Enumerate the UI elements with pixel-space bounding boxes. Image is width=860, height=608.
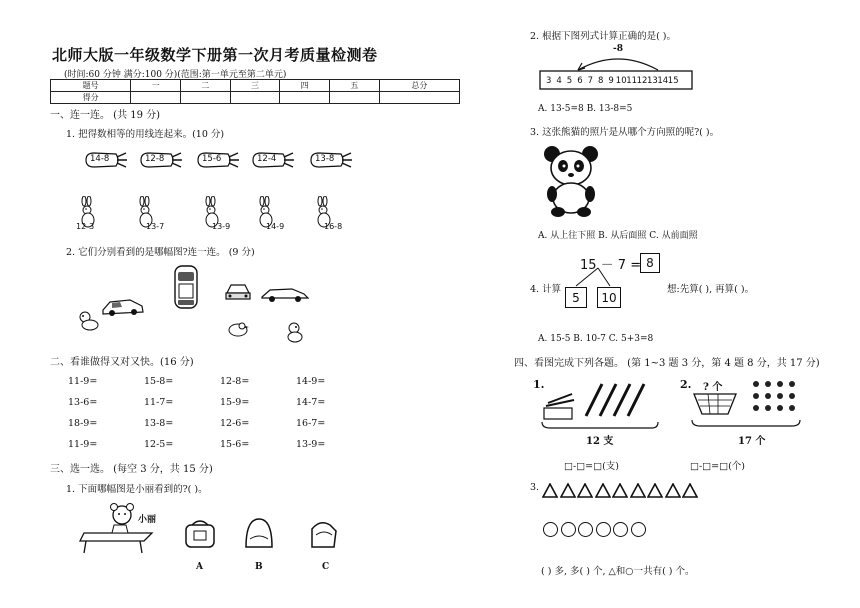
option-b-label: B bbox=[255, 562, 263, 572]
arithmetic-problem[interactable]: 11-9= bbox=[68, 376, 98, 387]
carrot-card[interactable] bbox=[251, 152, 291, 166]
triangle-icon bbox=[577, 483, 593, 498]
exam-info: (时间:60 分钟 满分:100 分)(范围:第一单元至第二单元) bbox=[64, 70, 287, 80]
carrot-expression: 13-8 bbox=[315, 154, 335, 164]
problem-3-number: 3. bbox=[530, 482, 540, 493]
puppy-icon bbox=[76, 310, 100, 332]
score-input-cell[interactable] bbox=[131, 92, 181, 104]
q4-result-box: 8 bbox=[640, 253, 660, 273]
arithmetic-problem[interactable]: 13-6= bbox=[68, 397, 98, 408]
carrot-card[interactable] bbox=[84, 152, 124, 166]
girl-at-table-icon bbox=[78, 503, 162, 555]
number-line-tick: 8 bbox=[598, 76, 604, 86]
problem-1-formula: □-□=□(支) bbox=[564, 461, 620, 472]
arithmetic-problem[interactable]: 12-5= bbox=[144, 439, 174, 450]
problem-2-formula: □-□=□(个) bbox=[690, 461, 746, 472]
q2-options: A. 13-5=8 B. 13-8=5 bbox=[538, 104, 633, 114]
section-3-heading: 三、选一选。 (每空 3 分，共 15 分) bbox=[50, 464, 213, 475]
q4-split-box-1: 5 bbox=[565, 287, 587, 308]
section-2-heading: 二、看谁做得又对又快。(16 分) bbox=[50, 357, 194, 368]
triangle-icon bbox=[560, 483, 576, 498]
problem-2-total: 17 个 bbox=[738, 436, 766, 447]
car-angled-view-icon bbox=[100, 296, 146, 318]
number-line-tick: 6 bbox=[577, 76, 583, 86]
score-input-cell[interactable] bbox=[330, 92, 380, 104]
score-cell: 四 bbox=[280, 80, 330, 92]
carrot-expression: 15-6 bbox=[202, 154, 222, 164]
car-side-view-icon bbox=[260, 285, 310, 303]
number-line bbox=[538, 50, 698, 94]
score-cell: 总分 bbox=[379, 80, 459, 92]
triangle-shape bbox=[595, 483, 611, 501]
basket-picture bbox=[688, 376, 808, 432]
score-input-cell[interactable] bbox=[379, 92, 459, 104]
number-line-tick: 7 bbox=[587, 76, 594, 86]
q4-think-text: 想:先算( ), 再算( )。 bbox=[667, 284, 755, 295]
chick-icon bbox=[226, 320, 250, 338]
pencils-picture bbox=[540, 378, 662, 430]
score-table-score-row bbox=[51, 92, 460, 104]
rabbit-card[interactable] bbox=[250, 196, 285, 231]
number-line-tick: 10 bbox=[615, 76, 627, 86]
triangle-icon bbox=[542, 483, 558, 498]
q4-expression: 15 － 7 = bbox=[580, 258, 642, 273]
section-3-question-1: 1. 下面哪幅图是小丽看到的?( )。 bbox=[66, 484, 208, 495]
section-3-question-2: 2. 根据下图列式计算正确的是( )。 bbox=[530, 31, 677, 42]
bag-front-icon bbox=[182, 517, 218, 551]
triangle-icon bbox=[665, 483, 681, 498]
number-line-tick: 15 bbox=[667, 76, 679, 86]
girl-label: 小丽 bbox=[138, 515, 157, 525]
option-c-label: C bbox=[322, 562, 330, 572]
score-cell: 题号 bbox=[51, 80, 131, 92]
triangle-shape bbox=[682, 483, 698, 501]
number-line-tick: 13 bbox=[647, 76, 658, 86]
problem-1-total: 12 支 bbox=[586, 436, 614, 447]
carrot-expression: 12-4 bbox=[257, 154, 277, 164]
section-1-question-1: 1. 把得数相等的用线连起来。(10 分) bbox=[66, 129, 225, 140]
problem-2-question: ? 个 bbox=[703, 382, 723, 393]
rabbit-card[interactable] bbox=[308, 196, 343, 231]
car-front-view-icon bbox=[224, 281, 252, 301]
number-line-tick: 9 bbox=[608, 76, 614, 86]
number-line-tick: 12 bbox=[636, 76, 648, 86]
score-input-cell[interactable] bbox=[180, 92, 230, 104]
carrot-card[interactable] bbox=[139, 152, 179, 166]
arithmetic-problem[interactable]: 12-6= bbox=[220, 418, 250, 429]
arc-label: -8 bbox=[613, 44, 623, 54]
number-line-tick: 14 bbox=[657, 76, 669, 86]
score-input-cell[interactable] bbox=[280, 92, 330, 104]
carrot-expression: 14-8 bbox=[90, 154, 110, 164]
score-cell: 五 bbox=[330, 80, 380, 92]
arithmetic-problem[interactable]: 16-7= bbox=[296, 418, 326, 429]
number-line-tick: 3 bbox=[546, 76, 552, 86]
rabbit-card[interactable] bbox=[72, 196, 100, 231]
arithmetic-problem[interactable]: 14-9= bbox=[296, 376, 326, 387]
triangle-shape bbox=[647, 483, 663, 501]
puppy-icon bbox=[284, 322, 306, 344]
arithmetic-problem[interactable]: 11-7= bbox=[144, 397, 174, 408]
triangle-icon bbox=[595, 483, 611, 498]
q4-prefix: 4. 计算 bbox=[530, 284, 562, 295]
score-cell: 得分 bbox=[51, 92, 131, 104]
arithmetic-problem[interactable]: 12-8= bbox=[220, 376, 250, 387]
number-line-tick: 5 bbox=[566, 76, 573, 86]
score-input-cell[interactable] bbox=[230, 92, 280, 104]
section-1-heading: 一、连一连。 (共 19 分) bbox=[50, 110, 161, 121]
car-top-view-icon bbox=[170, 264, 202, 310]
rabbit-card[interactable] bbox=[196, 196, 231, 231]
triangle-shape bbox=[630, 483, 646, 501]
rabbit-expression: 16-8 bbox=[324, 222, 343, 231]
triangle-icon bbox=[647, 483, 663, 498]
score-table bbox=[50, 79, 460, 104]
panda-icon bbox=[540, 144, 602, 218]
bag-side-icon bbox=[306, 517, 340, 551]
rabbit-expression: 12-3 bbox=[76, 222, 95, 231]
rabbit-expression: 14-9 bbox=[266, 222, 285, 231]
circle-shape bbox=[543, 522, 558, 537]
rabbit-expression: 13-9 bbox=[212, 222, 231, 231]
arithmetic-problem[interactable]: 13-8= bbox=[144, 418, 174, 429]
circle-shape bbox=[596, 522, 611, 537]
section-1-question-2: 2. 它们分别看到的是哪幅图?连一连。 (9 分) bbox=[66, 247, 255, 258]
triangle-shape bbox=[577, 483, 593, 501]
triangle-shape bbox=[560, 483, 576, 501]
score-table-header-row bbox=[51, 80, 460, 92]
section-3-question-3: 3. 这张熊猫的照片是从哪个方向照的呢?( )。 bbox=[530, 127, 720, 138]
triangle-shape bbox=[665, 483, 681, 501]
triangle-icon bbox=[630, 483, 646, 498]
circle-shape bbox=[613, 522, 628, 537]
q4-options: A. 15-5 B. 10-7 C. 5+3=8 bbox=[538, 334, 654, 344]
arithmetic-problem[interactable]: 15-6= bbox=[220, 439, 250, 450]
triangle-shape bbox=[542, 483, 558, 501]
number-line-tick: 11 bbox=[626, 76, 638, 86]
number-line-tick: 4 bbox=[556, 76, 562, 86]
arithmetic-problem[interactable]: 18-9= bbox=[68, 418, 98, 429]
q3-options: A. 从上往下照 B. 从后面照 C. 从前面照 bbox=[538, 231, 698, 241]
arithmetic-problem[interactable]: 15-8= bbox=[144, 376, 174, 387]
bag-back-icon bbox=[242, 515, 276, 551]
arithmetic-problem[interactable]: 14-7= bbox=[296, 397, 326, 408]
circle-shape bbox=[631, 522, 646, 537]
arithmetic-problem[interactable]: 15-9= bbox=[220, 397, 250, 408]
score-cell: 二 bbox=[180, 80, 230, 92]
score-cell: 一 bbox=[131, 80, 181, 92]
q4-split-box-2: 10 bbox=[597, 287, 621, 308]
carrot-card[interactable] bbox=[196, 152, 236, 166]
triangle-icon bbox=[682, 483, 698, 498]
triangle-shape bbox=[612, 483, 628, 501]
circle-shape bbox=[578, 522, 593, 537]
triangle-icon bbox=[612, 483, 628, 498]
problem-3-question: ( ) 多, 多( ) 个, △和○一共有( ) 个。 bbox=[541, 566, 695, 577]
circle-shape bbox=[561, 522, 576, 537]
rabbit-expression: 13-7 bbox=[146, 222, 165, 231]
score-cell: 三 bbox=[230, 80, 280, 92]
arithmetic-problem[interactable]: 13-9= bbox=[296, 439, 326, 450]
rabbit-card[interactable] bbox=[130, 196, 165, 231]
arithmetic-problem[interactable]: 11-9= bbox=[68, 439, 98, 450]
carrot-card[interactable] bbox=[309, 152, 349, 166]
page-title: 北师大版一年级数学下册第一次月考质量检测卷 bbox=[52, 46, 378, 64]
section-4-heading: 四、看图完成下列各题。 (第 1~3 题 3 分，第 4 题 8 分，共 17 分) bbox=[514, 358, 820, 369]
problem-2-number: 2. bbox=[680, 378, 692, 391]
problem-1-number: 1. bbox=[533, 378, 545, 391]
option-a-label: A bbox=[196, 562, 203, 572]
carrot-expression: 12-8 bbox=[145, 154, 165, 164]
